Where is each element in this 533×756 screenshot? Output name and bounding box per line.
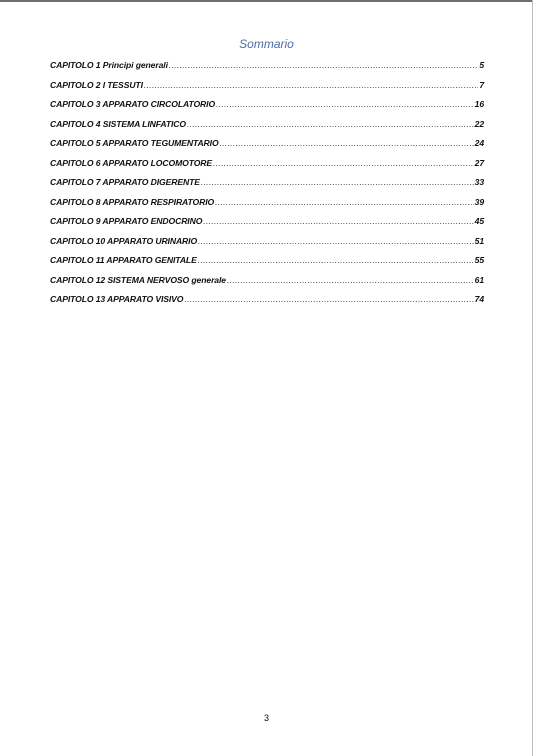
toc-entry-page: 16 [474, 99, 484, 109]
page-top-border [0, 0, 533, 2]
toc-dot-leader [198, 255, 474, 265]
toc-entry-label: CAPITOLO 12 SISTEMA NERVOSO generale [50, 274, 226, 285]
toc-entry-page: 74 [474, 294, 484, 304]
toc-dot-leader [203, 216, 473, 226]
toc-entry-label: CAPITOLO 8 APPARATO RESPIRATORIO [50, 196, 215, 207]
toc-entry[interactable] [50, 177, 484, 197]
toc-entry[interactable] [50, 216, 484, 236]
toc-entry-label: CAPITOLO 10 APPARATO URINARIO [50, 235, 198, 246]
toc-dot-leader [184, 294, 473, 304]
toc-dot-leader [220, 138, 474, 148]
toc-dot-leader [187, 119, 474, 129]
toc-entry-page: 27 [474, 157, 484, 168]
toc-entry[interactable] [50, 294, 484, 314]
toc-entry[interactable] [50, 119, 484, 139]
toc-entry-label: CAPITOLO 2 I TESSUTI [50, 79, 143, 90]
toc-entry[interactable] [50, 60, 484, 80]
toc-entry[interactable] [50, 138, 484, 158]
toc-entry-label: CAPITOLO 11 APPARATO GENITALE [50, 255, 197, 265]
toc-entry-page: 33 [474, 177, 484, 187]
toc-entry-page: 61 [474, 274, 484, 285]
toc-entry-page: 7 [479, 79, 484, 90]
toc-dot-leader [144, 80, 478, 90]
toc-dot-leader [169, 60, 478, 70]
toc-entry-label: CAPITOLO 4 SISTEMA LINFATICO [50, 118, 186, 129]
toc-entry[interactable] [50, 197, 484, 217]
toc-entry[interactable] [50, 275, 484, 295]
toc-entry[interactable] [50, 99, 484, 119]
toc-entry-label: CAPITOLO 6 APPARATO LOCOMOTORE [50, 157, 213, 168]
toc-entry-page: 22 [474, 118, 484, 129]
table-of-contents [50, 60, 484, 314]
toc-entry-page: 45 [474, 216, 484, 226]
toc-title: Sommario [239, 37, 294, 51]
toc-dot-leader [216, 99, 474, 109]
page-number: 3 [263, 713, 269, 723]
toc-entry[interactable] [50, 236, 484, 256]
toc-entry-label: CAPITOLO 7 APPARATO DIGERENTE [50, 177, 200, 187]
toc-entry-label: CAPITOLO 3 APPARATO CIRCOLATORIO [50, 99, 216, 109]
toc-entry-page: 5 [479, 60, 484, 70]
toc-dot-leader [213, 158, 474, 168]
toc-entry-page: 55 [474, 255, 484, 265]
toc-entry[interactable] [50, 80, 484, 100]
toc-dot-leader [215, 197, 474, 207]
toc-entry[interactable] [50, 158, 484, 178]
toc-entry-label: CAPITOLO 13 APPARATO VISIVO [50, 294, 184, 304]
toc-entry-page: 24 [474, 138, 484, 148]
toc-dot-leader [201, 177, 474, 187]
toc-dot-leader [198, 236, 474, 246]
toc-entry-label: CAPITOLO 9 APPARATO ENDOCRINO [50, 216, 203, 226]
toc-entry-page: 39 [474, 196, 484, 207]
toc-entry-label: CAPITOLO 5 APPARATO TEGUMENTARIO [50, 138, 219, 148]
toc-entry-label: CAPITOLO 1 Principi generali [50, 60, 168, 70]
toc-dot-leader [227, 275, 474, 285]
toc-entry[interactable] [50, 255, 484, 275]
toc-entry-page: 51 [474, 235, 484, 246]
